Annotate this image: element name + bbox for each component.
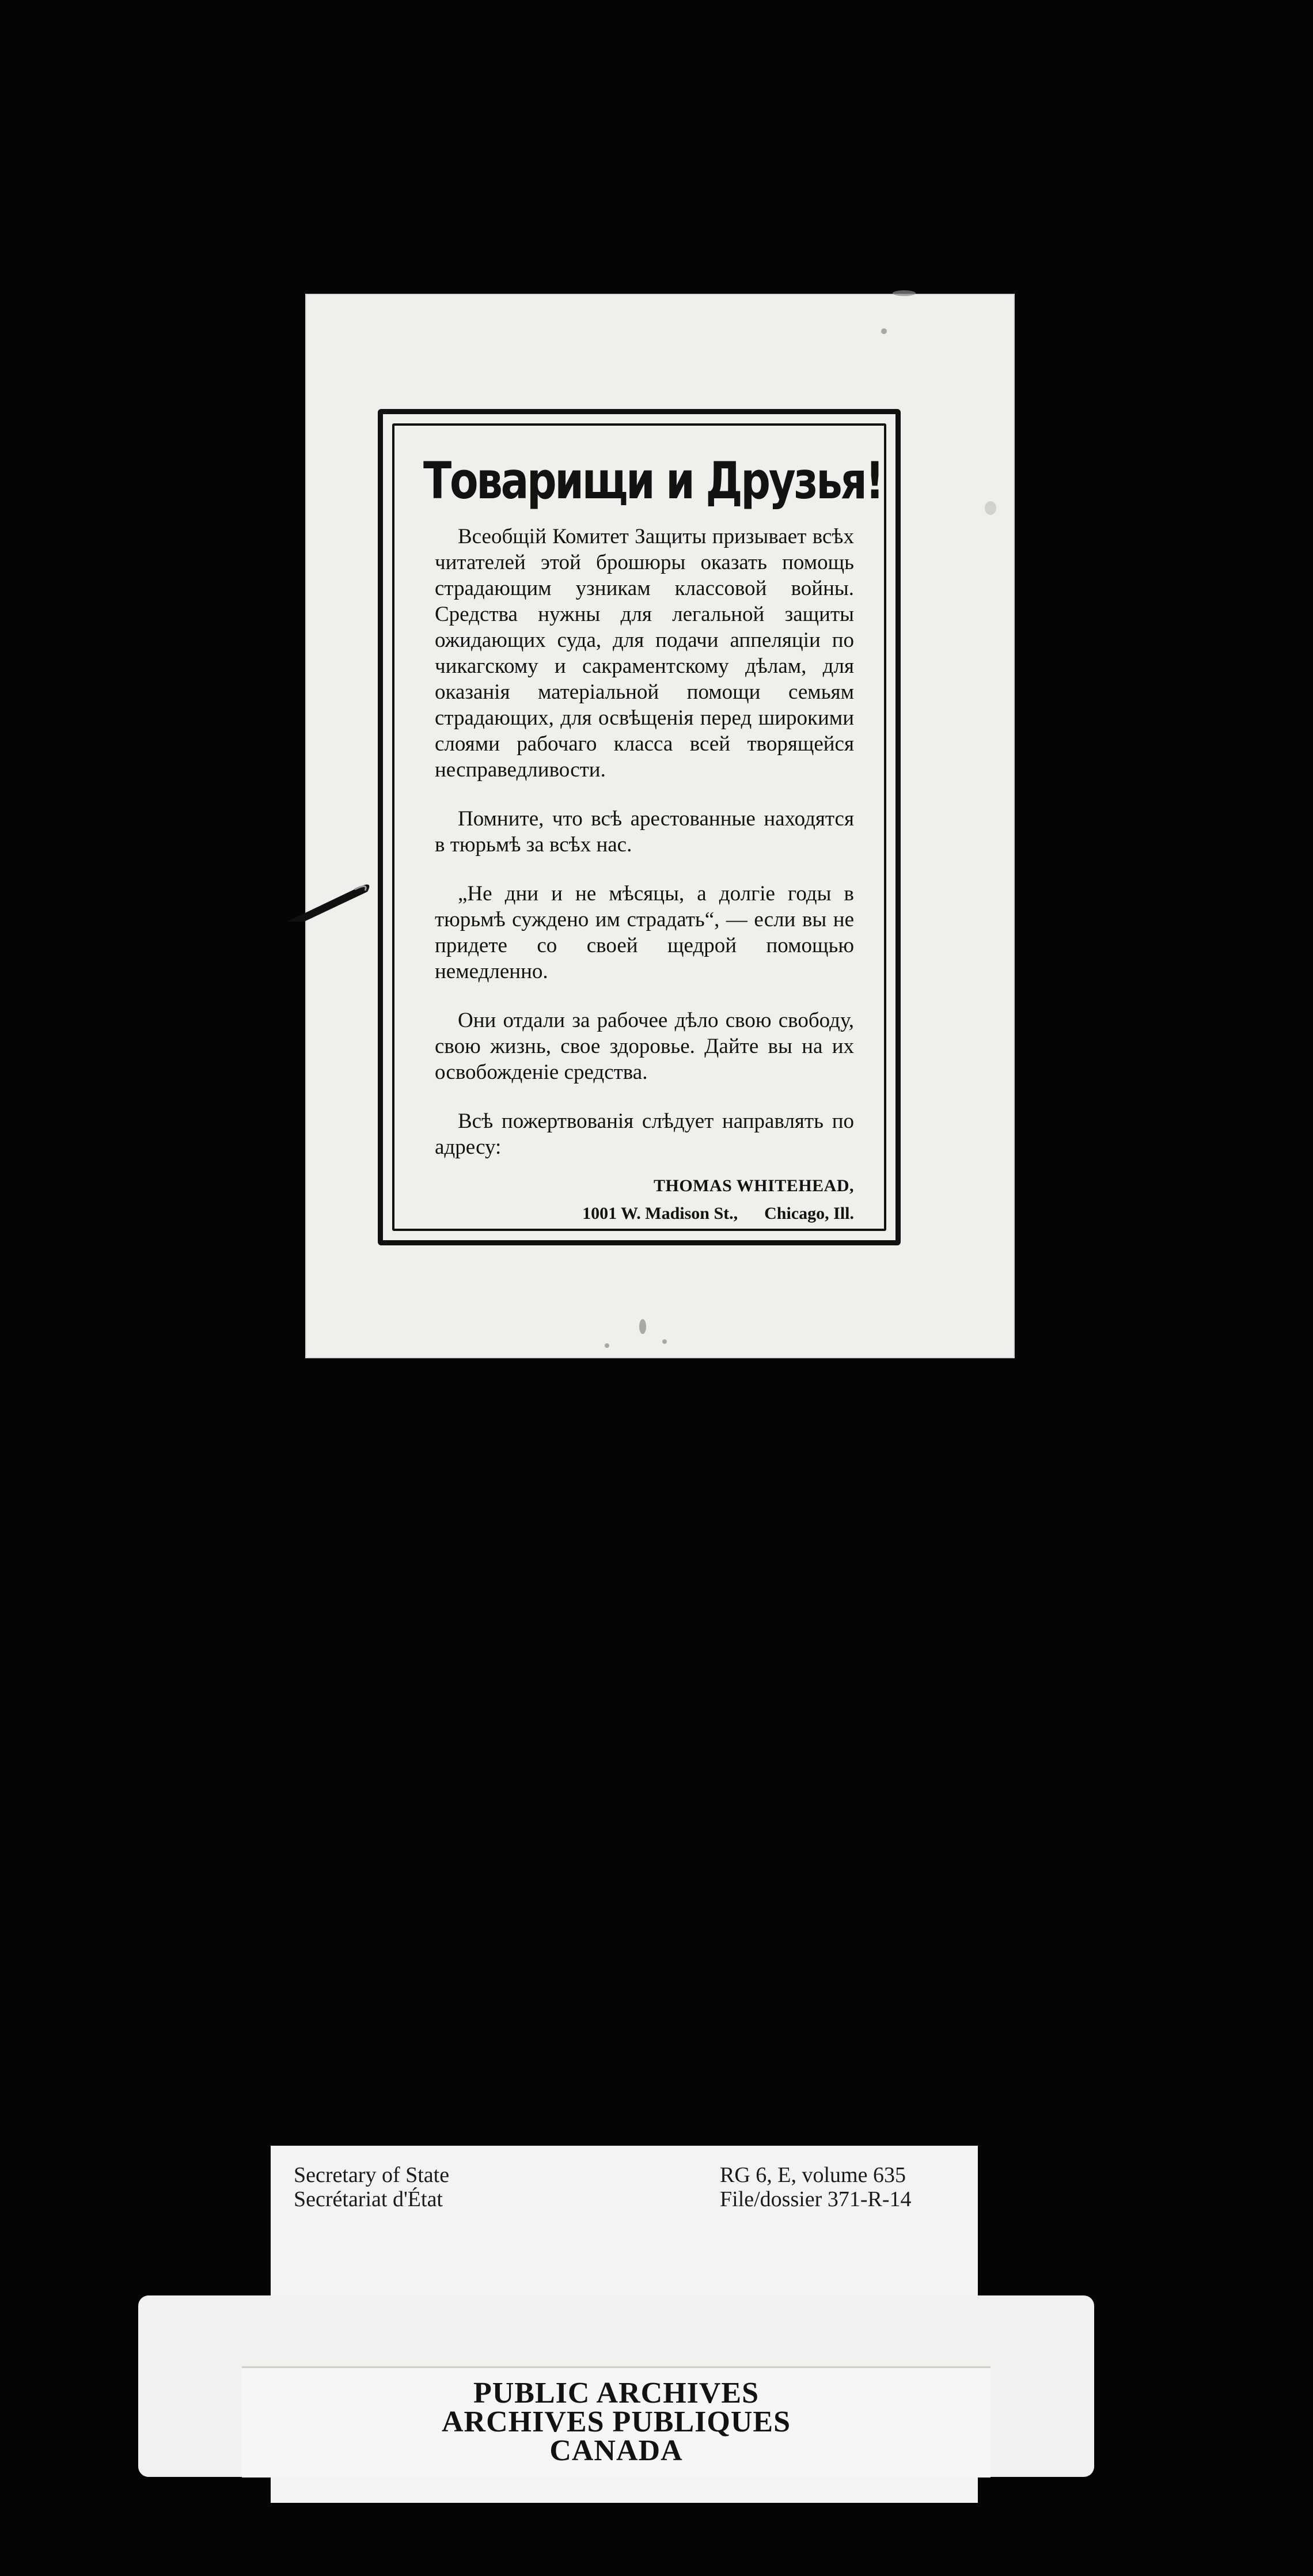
flyer-border (378, 409, 901, 1245)
flyer-paragraph: Всеобщій Комитет Защиты призывает всѣх читателей этой брошюры оказать помощь страдающим узникам классовой войны. Средства нужны для легальной защиты ожидающих суда, для подачи аппеляціи по чикагскому и сакраментскому дѣлам, для оказанія матеріальной помощи семьям страдающих, для освѣщенія перед широкими слоями рабочаго класса всей творящейся несправедливости. (435, 525, 854, 782)
page-spot (605, 1343, 609, 1348)
page-spot (985, 501, 996, 515)
dept-english: Secretary of State (294, 2163, 450, 2187)
flyer-content (423, 451, 883, 1223)
address-city: Chicago, Ill. (764, 1204, 854, 1223)
archive-line-english: PUBLIC ARCHIVES (473, 2377, 760, 2410)
file-number: File/dossier 371-R-14 (720, 2187, 912, 2211)
record-group: RG 6, E, volume 635 (720, 2163, 906, 2187)
flyer-title: Товарищи и Друзья! (423, 451, 883, 510)
dept-french: Secrétariat d'État (294, 2187, 443, 2211)
flyer-paragraph: „Не дни и не мѣсяцы, а долгіе годы в тюрьмѣ суждено им страдать“, — если вы не придете со своей щедрой помощью немедленно. (435, 882, 854, 984)
flyer-paragraph: Помните, что всѣ арестованные находятся в тюрьмѣ за всѣх нас. (435, 807, 854, 857)
page-spot (893, 290, 916, 296)
scanned-page (305, 294, 1015, 1358)
flyer-paragraph: Они отдали за рабочее дѣло свою свободу, свою жизнь, свое здоровье. Дайте вы на их освобожденіе средства. (435, 1009, 854, 1085)
flyer-signature: THOMAS WHITEHEAD, (653, 1176, 854, 1196)
page-spot (881, 328, 887, 334)
pen-tip-icon (287, 881, 379, 922)
page-spot (662, 1339, 667, 1344)
archive-line-french: ARCHIVES PUBLIQUES (441, 2405, 791, 2438)
label-reference (720, 2163, 911, 2211)
flyer-address (435, 1204, 854, 1223)
archive-line-country: CANADA (549, 2434, 683, 2467)
flyer-paragraph: Всѣ пожертвованія слѣдует направлять по адресу: (435, 1109, 854, 1160)
page-spot (639, 1319, 646, 1334)
address-street: 1001 W. Madison St., (582, 1204, 738, 1223)
archive-stamp (242, 2379, 991, 2465)
label-department (294, 2163, 449, 2211)
